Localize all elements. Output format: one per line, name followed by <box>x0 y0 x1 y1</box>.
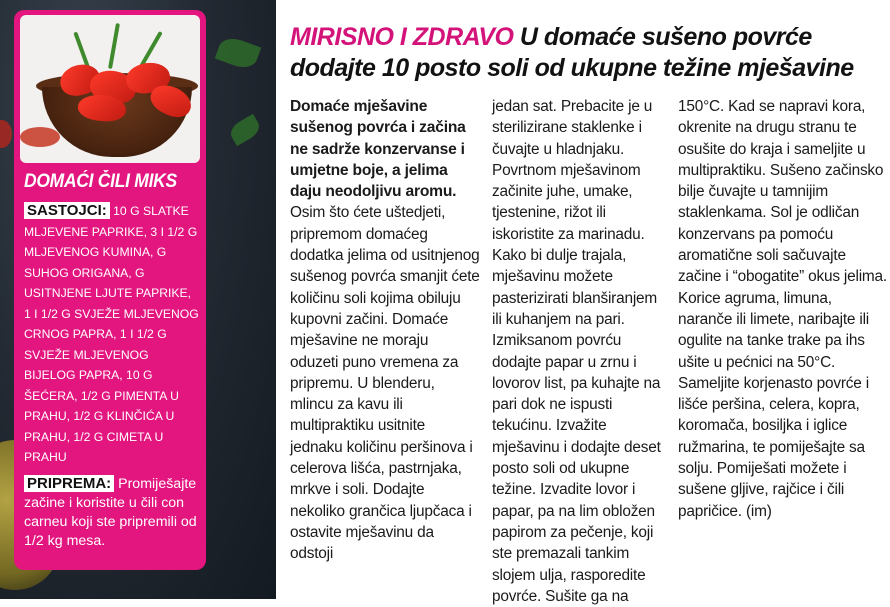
ingredients-label: SASTOJCI: <box>24 202 110 219</box>
ingredients-section <box>24 201 199 468</box>
article <box>276 0 890 605</box>
preparation-text: Promiješajte začine i koristite u čili con carneu koji ste pripremili od 1/2 kg mesa. <box>24 475 197 549</box>
article-column-3-text: 150°C. Kad se napravi kora, okrenite na drugu stranu te osušite do kraja i sameljite u multipraktiku. Sušeno začinsko bilje čuvajte u tamnijim staklenkama. Sol je odličan konzervans pa pomoću aromatične soli sačuvajte začine i “obogatite” okus jelima. Korice agruma, limuna, naranče ili limete, naribajte ili ogulite na tanke trake pa ihs ušite u pećnici na 50°C. Sameljite korjenasto povrće i lišće peršina, celera, kopra, koromača, bosiljka i iglice ružmarina, te pomiješajte sa solju. Pomiješati možete i sušene gljive, rajčice i čili papričice. (im) <box>678 98 887 520</box>
preparation-label: PRIPREMA: <box>24 475 114 492</box>
chili-decoration <box>0 120 12 148</box>
headline-kicker: MIRISNO I ZDRAVO <box>290 23 514 51</box>
headline-text: U domaće sušeno povrće dodajte 10 posto soli od ukupne težine mješavine <box>290 23 854 82</box>
preparation-section <box>24 474 199 551</box>
ingredients-text: 10 G SLATKE MLJEVENE PAPRIKE, 3 I 1/2 G MLJEVENOG KUMINA, G SUHOG ORIGANA, G USITNJENE LJUTE PAPRIKE, 1 I 1/2 G SVJEŽE MLJEVENOG CRNOG PAPRA, 1 I 1/2 G SVJEŽE MLJEVENOG BIJELOG PAPRA, 10 G ŠEĆERA, 1/2 G PIMENTA U PRAHU, 1/2 G KLINČIĆA U PRAHU, 1/2 G CIMETA U PRAHU <box>24 204 199 464</box>
article-column-2 <box>492 96 664 607</box>
herb-leaf-decoration <box>227 114 263 146</box>
article-column-1 <box>290 96 480 565</box>
recipe-card <box>14 10 206 570</box>
article-column-2-text: jedan sat. Prebacite je u sterilizirane staklenke i čuvajte u hladnjaku. Povrtnom mješavinom začinite juhe, umake, tjestenine, rižot ili iskoristite za marinadu. Kako bi dulje trajala, mješavinu možete pasterizirati blanširanjem ili kuhanjem na pari. Izmiksanom povrću dodajte papar u zrnu i lovorov list, pa kuhajte na pari dok ne ispusti tekućinu. Izvažite mješavinu i dodajte deset posto soli od ukupne težine. Izvadite lovor i papar, pa na lim obložen papirom za pečenje, koji ste premazali tankim slojem ulja, rasporedite povrće. Sušite ga na <box>492 98 661 605</box>
recipe-body <box>24 201 199 551</box>
recipe-title: DOMAĆI ČILI MIKS <box>24 171 177 192</box>
headline <box>290 22 880 84</box>
chili-flakes <box>20 127 60 147</box>
article-lead: Domaće mješavine sušenog povrća i začina ne sadrže konzervanse i umjetne boje, a jelima daju neodoljivu aromu. <box>290 98 466 201</box>
chili-bowl-photo <box>20 15 200 163</box>
herb-leaf-decoration <box>215 34 261 72</box>
article-column-3 <box>678 96 888 522</box>
chili-stem <box>108 23 120 69</box>
article-column-1-text: Osim što ćete uštedjeti, pripremom domaćeg dodatka jelima od usitnjenog sušenog povrća smanjit ćete količinu soli kojima obiluju kupovni začini. Domaće mješavine ne moraju oduzeti puno vremena za pripremu. U blenderu, mlincu za kavu ili multipraktiku usitnite jednaku količinu peršinova i celerova lišća, pastrnjaka, mrkve i soli. Dodajte nekoliko grančica ljupčaca i ostavite mješavinu da odstoji <box>290 204 480 563</box>
